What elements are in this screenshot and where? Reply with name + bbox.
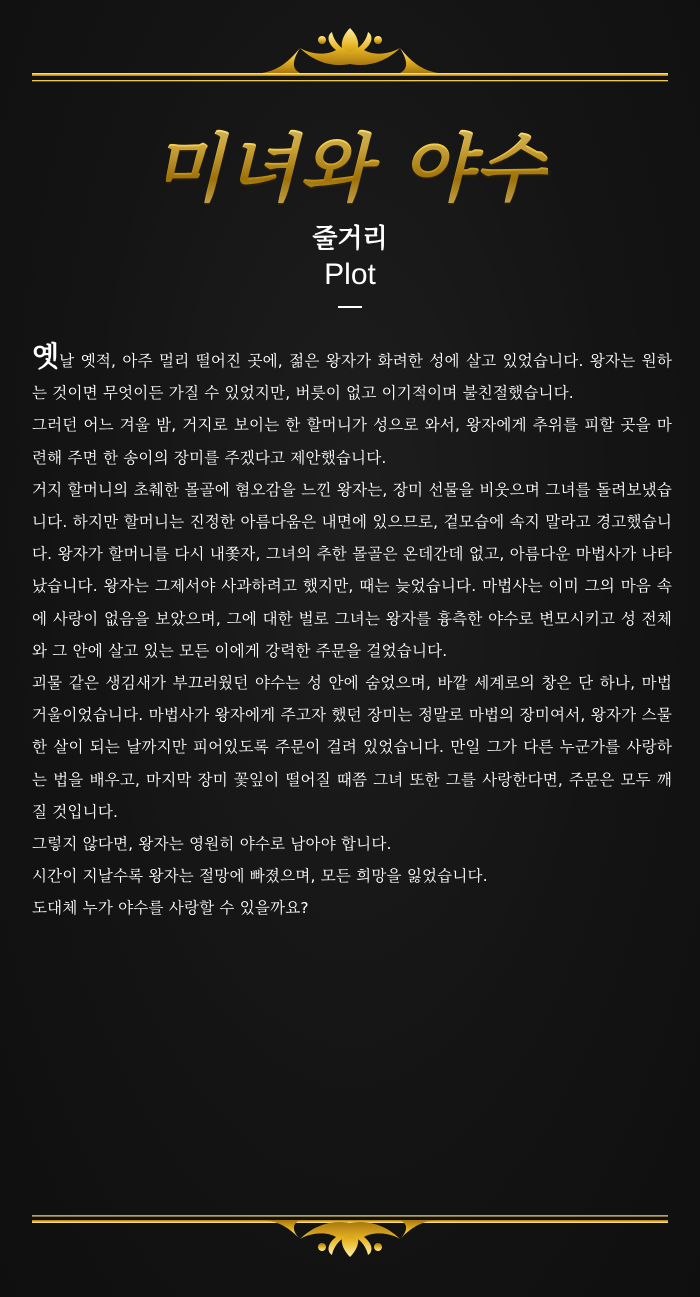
section-heading — [0, 222, 700, 308]
story-paragraph-4: 괴물 같은 생김새가 부끄러웠던 야수는 성 안에 숨었으며, 바깥 세계로의 창은 단 하나, 마법 거울이었습니다. 마법사가 왕자에게 주고자 했던 장미는 정말로 마법의 장미여서, 왕자가 스물 한 살이 되는 날까지만 피어있도록 주문이 걸려 있었습니다. 만일 그가 다른 누군가를 사랑하는 법을 배우고, 마지막 장미 꽃잎이 떨어질 때쯤 그녀 또한 그를 사랑한다면, 주문은 모두 깨질 것입니다. — [32, 674, 672, 821]
bottom-ornament-icon — [0, 1195, 700, 1265]
logo-title: 미녀와 야수 — [152, 110, 547, 216]
story-paragraph-3: 거지 할머니의 초췌한 몰골에 혐오감을 느낀 왕자는, 장미 선물을 비웃으며 그녀를 돌려보냈습니다. 하지만 할머니는 진정한 아름다움은 내면에 있으므로, 겉모습에 속지 말라고 경고했습니다. 왕자가 할머니를 다시 내쫓자, 그녀의 추한 몰골은 온데간데 없고, 아름다운 마법사가 나타났습니다. 왕자는 그제서야 사과하려고 했지만, 때는 늦었습니다. 마법사는 이미 그의 마음 속에 사랑이 없음을 보았으며, 그에 대한 벌로 그녀는 왕자를 흉측한 야수로 변모시키고 성 전체와 그 안에 살고 있는 모든 이에게 강력한 주문을 걸었습니다. — [32, 480, 672, 660]
heading-title-english: Plot — [324, 258, 376, 291]
logo — [0, 118, 700, 212]
story-paragraph-5: 그렇지 않다면, 왕자는 영원히 야수로 남아야 합니다. — [32, 835, 392, 854]
story-paragraph-1-text: 날 옛적, 아주 멀리 떨어진 곳에, 젊은 왕자가 화려한 성에 살고 있었습니다. 왕자는 원하는 것이면 무엇이든 가질 수 있었지만, 버릇이 없고 이기적이며 불친절했습니다. — [32, 352, 672, 403]
story-paragraph-7: 도대체 누가 야수를 사랑할 수 있을까요? — [32, 899, 309, 918]
top-ornament-icon — [0, 20, 700, 90]
story-paragraph-2: 그러던 어느 겨울 밤, 거지로 보이는 한 할머니가 성으로 와서, 왕자에게 추위를 피할 곳을 마련해 주면 한 송이의 장미를 주겠다고 제안했습니다. — [32, 416, 672, 467]
story-paragraph-6: 시간이 지날수록 왕자는 절망에 빠졌으며, 모든 희망을 잃었습니다. — [32, 867, 488, 886]
story-dropcap: 옛 — [32, 340, 60, 373]
heading-divider — [338, 306, 362, 308]
plot-story — [32, 340, 672, 925]
heading-title-korean: 줄거리 — [312, 224, 388, 254]
story-paragraph-1 — [32, 340, 672, 409]
